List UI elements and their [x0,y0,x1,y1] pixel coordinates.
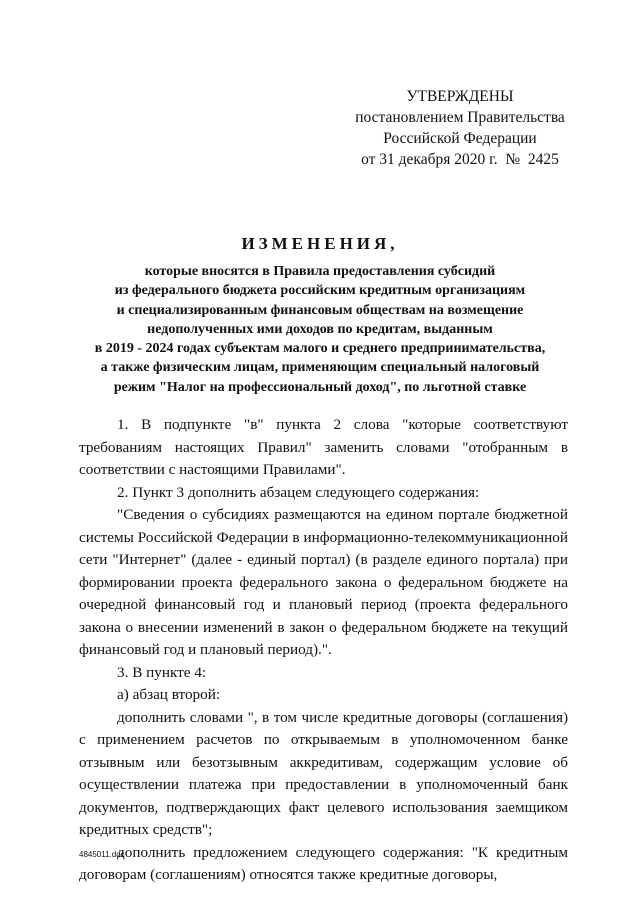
paragraph-addition: дополнить предложением следующего содержания: "К кредитным договорам (соглашениям) относятся также кредитные договоры, [79,843,568,883]
paragraph-item-3: 3. В пункте 4: [117,663,207,681]
subtitle-line: из федерального бюджета российским кредитным организациям [114,283,526,299]
approval-line: постановлением Правительства [355,109,565,126]
approval-line: Российской Федерации [383,130,537,147]
paragraph-item-2: 2. Пункт 3 дополнить абзацем следующего содержания: [117,483,480,501]
subtitle-line: а также физическим лицам, применяющим специальный налоговый [100,360,540,376]
paragraph-item-1: 1. В подпункте "в" пункта 2 слова "которые соответствуют требованиям настоящих Правил" заменить словами "отобранным в соответствии с настоящими Правилами". [79,416,568,478]
subtitle-line: в 2019 - 2024 годах субъектам малого и среднего предпринимательства, [94,341,546,357]
subtitle-line: и специализированным финансовым обществам на возмещение [116,302,524,318]
subtitle-line: которые вносятся в Правила предоставления субсидий [144,264,496,279]
subtitle-line: режим "Налог на профессиональный доход", по льготной ставке [113,379,527,395]
document-body [79,414,568,887]
document-title: ИЗМЕНЕНИЯ, [241,234,399,253]
paragraph-quote: "Сведения о субсидиях размещаются на едином портале бюджетной системы Российской Федерации в информационно-телекоммуникационной сети "Интернет" (далее - единый портал) (в разделе единого портала) при формировании проекта федерального закона о федеральном бюджете на очередной финансовый год и плановый период (проекта федерального закона о внесении изменений в закон о федеральном бюджете на текущий финансовый год и плановый период).". [79,506,568,658]
paragraph-subitem-a: а) абзац второй: [117,686,221,703]
subtitle-line: недополученных ими доходов по кредитам, выданным [147,321,493,337]
approval-heading: УТВЕРЖДЕНЫ [406,88,514,105]
approval-date-number: от 31 декабря 2020 г. № 2425 [361,151,559,168]
paragraph-addition: дополнить словами ", в том числе кредитные договоры (соглашения) с применением расчетов по открываемым в уполномоченном банке отзывным или безотзывным аккредитивам, содержащим условие об осуществлении платежа при предоставлении в уполномоченный банк документов, подтверждающих факт целевого использования заемщиком кредитных средств"; [79,708,568,838]
approval-block [340,86,580,170]
file-name-footer: 4845011.doc [79,850,125,859]
document-subtitle [70,262,570,397]
